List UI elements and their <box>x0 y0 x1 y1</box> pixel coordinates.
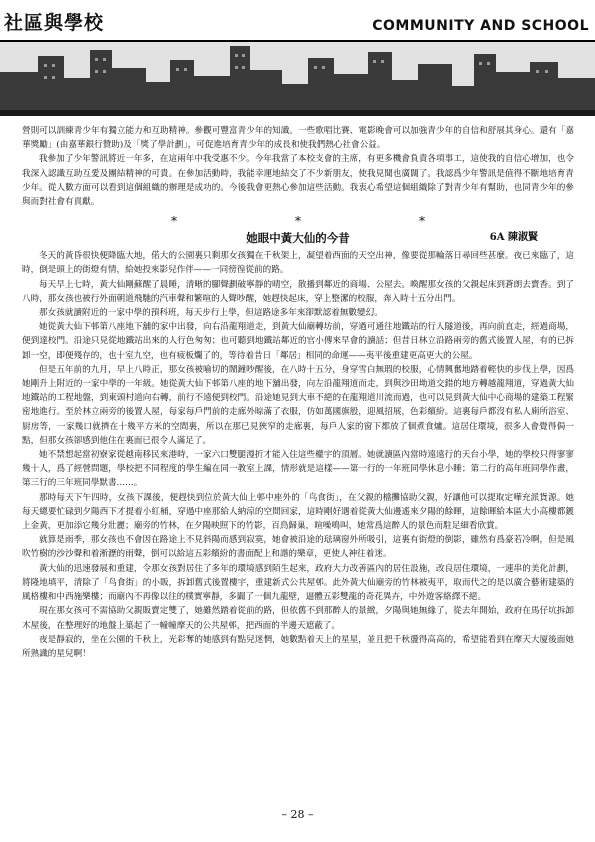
article-byline: 6A 陳淑賢 <box>489 232 538 244</box>
article-paragraph: 黃大仙的迅速發展和重建，令那女孩對居住了多年的環境感到陌生起來，政府大力改善區內的居住設施，改良居住環境，一連串的美化計劃，將隆地填平，清除了「鸟食街」的小販，拆卸舊式後置樓宇，重建新式公共屋邨。此外黃大仙廟旁的竹林被夷平，取而代之的是以廣合藝術建築的風格樓和中西施樂樓；而廟內不再像以往的樸實寧靜，多闢了一個九龍壁，逼體五彩雙龍的奇花異卉，中外遊客絡繹不絕。 <box>22 563 574 603</box>
article-paragraph: 冬天的黃昏很快便降臨大地，偌大的公園裏只剩那女孩獨在千秋架上，凝望着西面的天空出神，像要從那輪落日尋回些甚麼。夜已來臨了，這時，倒是頭上的街燈有情，給她投來影兒作伴——一同徬徨從前的路。 <box>22 251 574 276</box>
intro-paragraph: 我參加了少年警訊將近一年多，在這兩年中我受惠不少。今年我當了本校支會的主席，有更多機會負責各項事工，這使我的自信心增加，也令我深入認識互助互愛及團結精神的可貴。在參加活動時，我能幸運地結交了不少新朋友，使我見聞也廣闊了。我認爲少年警訊是值得不斷地培育青少年。從人數方面可以看到這個組織的辦理是成功的。今後我會更熱心參加這些活動。我衷心希望這個組織除了對青少年有幫助，也同青少年的參與而對社會有貢獻。 <box>22 154 574 208</box>
article-header <box>22 229 574 247</box>
article-paragraph: 就算是雨季，那女孩也不會因在路途上不見斜陽而感到寂寞，她會被沿途的琺璃窗外所吸引，這裏有街燈的倒影，雖然有爲豪若冷啊，但是風吹竹樹的沙沙聲和着淅瀝的雨聲，倒可以給這五彩繽紛的書面配上和諧的樂章，更使人神往着迷。 <box>22 535 574 560</box>
article-paragraph: 每天早上七時，黃大仙剛蘇醒了晨睡，清晰的腳聲劃破寧靜的晴空，散播到鄰近的商場、公屋去。喚醒那女孩的父親起床到蒼朗去賣香。到了八時，那女孩也被行外面朝道飛馳的汽車聲和繁喧的人聲吵醒，她趕快起床，穿上整潔的校服，奔入時十五分出門。 <box>22 279 574 304</box>
article-paragraph: 但是五年前的九月，早上八時正，那女孩被喻切的鬧鐘吵醒後，在八時十五分，身穿雪白無瑕的校服，心情興奮地踏着輕快的步伐上學，因爲她剛升上附近的一家中學的一年級。她從黃大仙下邨第八座的地下舖出發，向左沿龍翔道而走，到與沙田坳道交錯的地方轉越龍翔道，穿過黃大仙地鐵站的工程地盤，到東頭村道向右轉，前行不遠便到校門。沿途她見到大車不絕的在龍翔道川流而過，也可以見到黃大仙中心商場的建築工程緊密地進行。至於林立兩旁的後置人屋，每家每戶門前的走廊外晾滿了衣服，仿如萬國旗般，迎風招展，色彩繽紛。這裏每戶都沒有私人廁所浴室、厨房等，一家幾口就擠在十幾平方米的空間裏，所以在那已見狹窄的走廊裏，每戶人家的窗下都放了個煮食爐。這居住環境，很多人會覺得侷一點，但那女孩卻感到他住在裏面已很令人滿足了。 <box>22 364 574 446</box>
page-header <box>0 0 595 120</box>
page-number: – 28 – <box>281 808 314 821</box>
section-title-english: COMMUNITY AND SCHOOL <box>372 18 589 34</box>
article-paragraph: 那時每天下午四時，女孩下課後，便趕快到位於黃大仙上邨中座外的「鸟食街」，在父親的檔攤協助父親，好讓他可以提取定嘩充派貨源。她每天總要忙碌到夕陽西下才提着小紅桶，穿過中座那給人納涼的空間回家，這時剛好遇着從黃大仙邊遙來夕陽的餘暉，這餘暉給本區大小高樓都鍍上金黃，更加添它幾分壯麗；廟旁的竹林，在夕陽映照下的竹影，百鳥歸巢，暄噪鳴叫，她常爲這醉人的景色而駐足細看欣賞。 <box>22 492 574 532</box>
page-body <box>22 124 574 661</box>
separator-star: * <box>171 214 177 229</box>
article-paragraph: 那女孩就讀附近的一家中學的預科班，每天步行上學，但這路途多年來卻默認着無數變幻。 <box>39 308 383 319</box>
section-separator <box>22 213 574 229</box>
article-paragraph: 她從黃大仙下邨第八座地下舖的家中出發，向右沿龍翔道走，到黃大仙廟轉坊前，穿過可通往地鐵站的行人隧道後，再向前直走，經過商場，便到達校門。沿途只見從地鐵站出來的人行色匆匆；也可聽到地鐵站鄰近的官小傳來早會的讀話；但昔日林立沿路兩旁的舊式後置人屋，有的已拆卸一空，即便殘存的，也十室九空，也有疲板爛了的，等待着昔日「鄰居」相同的命運——夷平後重建更高更大的公屋。 <box>22 322 574 361</box>
section-title-chinese: 社區與學校 <box>4 12 105 34</box>
separator-star: * <box>295 214 301 229</box>
article-paragraph: 現在那女孩可不需協助父親販賣定雙了，她雖然踏着從前的路，但依舊不到那醉人的景緻，夕陽與她無緣了，從去年開始，政府在馬仔坑拆卸木屋後，在整理好的地盤上築起了一幢幢摩天的公共屋邨，把西面的半邊天遮蔽了。 <box>22 606 574 631</box>
intro-paragraph: 營則可以訓練青少年有獨立能力和互助精神。參觀可豐富青少年的知識。一些歌唱比賽、電影晚會可以加強青少年的自信和舒展其身心。還有「嘉華獎勵」(由嘉華銀行贊助)及「獎了學計劃」，可促進培育青少年的成長和使我們熱心社會公益。 <box>22 126 574 151</box>
article-paragraph: 夜是靜寂的，坐在公園的千秋上，光彩奪的她感到有點兒迷惘，她數點着天上的星星，並且把千秋盪得高高的，希望能看到在摩天大厦後面她所熟識的星兒啊！ <box>22 634 574 659</box>
article-title: 她眼中黃大仙的今昔 <box>246 231 350 246</box>
article-paragraph: 她不禁想起當初寮家從越南移民來港時，一家六口雙腿漫折才能入住這些權宇的頂層。她就讀區內當時遠遠行的天台小學，她的學校只得寥寥幾十人，爲了經營問題，學校把不同程度的學生編在同一教室上課，情形就是這樣——第一行的一年班同學休息小睡；第二行的高年班同學作畫，第三行的三年班同學默書……。 <box>22 450 574 489</box>
city-skyline-illustration <box>0 42 595 116</box>
separator-star: * <box>419 214 425 229</box>
